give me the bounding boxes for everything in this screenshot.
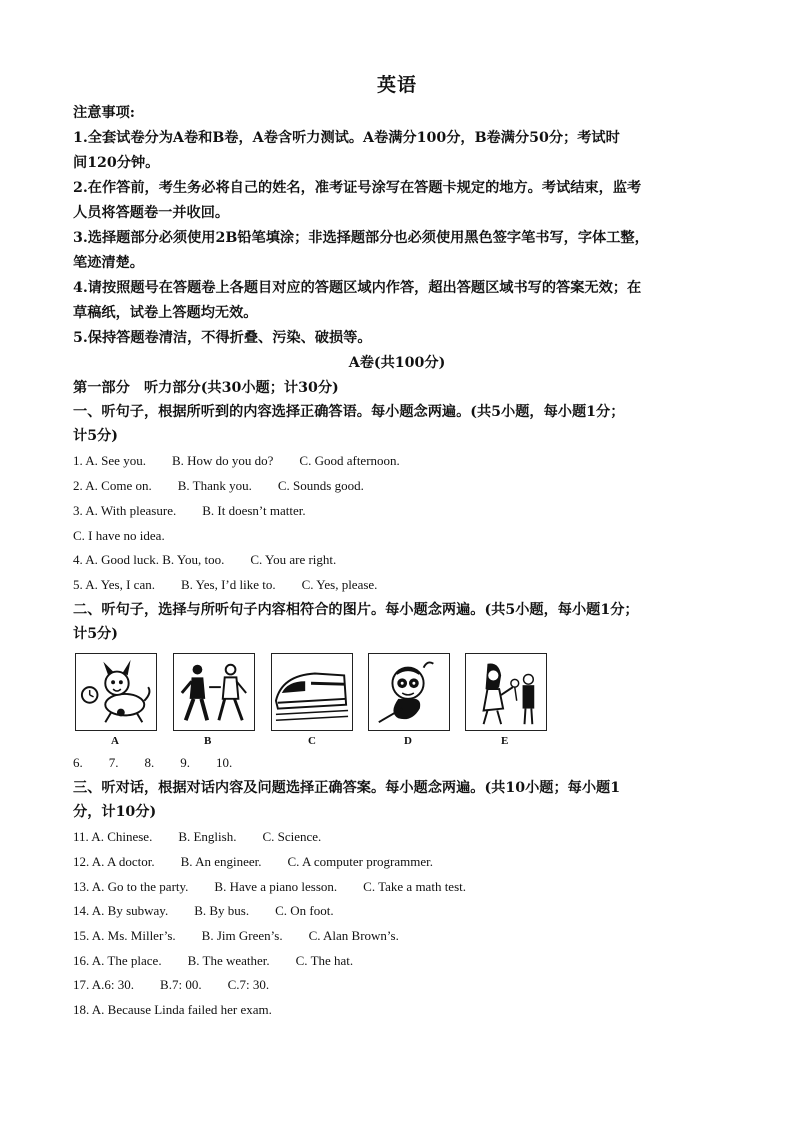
notice-line: 笔迹清楚。 [73, 255, 144, 271]
picture-label: D [404, 735, 412, 747]
notice-line: 间120分钟。 [73, 155, 160, 171]
question-line: 12. A. A doctor. B. An engineer. C. A computer programmer. [73, 854, 433, 869]
picture-d [368, 653, 450, 731]
dog-clock-icon [76, 654, 156, 730]
picture-label: C [308, 735, 316, 747]
question-line: 16. A. The place. B. The weather. C. The hat. [73, 953, 354, 968]
notice-heading: 注意事项: [73, 105, 135, 121]
question-line: 5. A. Yes, I can. B. Yes, I’d like to. C. Yes, please. [73, 577, 378, 592]
notice-line: 4.请按照题号在答题卷上各题目对应的答题区域内作答，超出答题区域书写的答案无效；在 [73, 280, 642, 296]
notice-line: 2.在作答前，考生务必将自己的姓名，准考证号涂写在答题卡规定的地方。考试结束，监考 [73, 180, 642, 196]
question-line: C. I have no idea. [73, 528, 165, 543]
picture-question-numbers: 6. 7. 8. 9. 10. [73, 755, 233, 770]
notice-line: 5.保持答题卷清洁，不得折叠、污染、破损等。 [73, 330, 372, 346]
picture-b [173, 653, 255, 731]
question-line: 3. A. With pleasure. B. It doesn’t matter. [73, 503, 306, 518]
question-line: 4. A. Good luck. B. You, too. C. You are right. [73, 552, 337, 567]
picture-label: A [111, 735, 119, 747]
notice-line: 草稿纸，试卷上答题均无效。 [73, 305, 258, 321]
q1-instruction: 计5分) [73, 428, 118, 444]
question-line: 13. A. Go to the party. B. Have a piano lesson. C. Take a math test. [73, 879, 466, 894]
notice-line: 3.选择题部分必须使用2B铅笔填涂；非选择题部分也必须使用黑色签字笔书写，字体工整， [73, 230, 649, 246]
q2-instruction: 二、听句子，选择与所听句子内容相符合的图片。每小题念两遍。(共5小题，每小题1分； [73, 602, 639, 618]
notice-line: 人员将答题卷一并收回。 [73, 205, 230, 221]
picture-label: E [501, 735, 509, 747]
question-line: 17. A.6: 30. B.7: 00. C.7: 30. [73, 977, 270, 992]
bullet-train-icon [272, 654, 352, 730]
question-line: 15. A. Ms. Miller’s. B. Jim Green’s. C. Alan Brown’s. [73, 928, 399, 943]
cartoon-monkey-icon [369, 654, 449, 730]
q3-instruction: 分，计10分) [73, 804, 157, 820]
question-line: 11. A. Chinese. B. English. C. Science. [73, 829, 322, 844]
girl-flower-icon [466, 654, 546, 730]
part1-heading: 第一部分 听力部分(共30小题；计30分) [73, 380, 339, 396]
page-title: 英语 [376, 74, 417, 96]
q1-instruction: 一、听句子，根据所听到的内容选择正确答语。每小题念两遍。(共5小题，每小题1分； [73, 404, 625, 420]
q2-instruction: 计5分) [73, 626, 118, 642]
picture-label: B [204, 735, 212, 747]
section-a-heading: A卷(共100分) [348, 355, 446, 371]
question-line: 1. A. See you. B. How do you do? C. Good afternoon. [73, 453, 400, 468]
q3-instruction: 三、听对话，根据对话内容及问题选择正确答案。每小题念两遍。(共10小题；每小题1 [73, 780, 621, 796]
people-walking-icon [174, 654, 254, 730]
question-line: 18. A. Because Linda failed her exam. [73, 1002, 272, 1017]
picture-a [75, 653, 157, 731]
notice-line: 1.全套试卷分为A卷和B卷，A卷含听力测试。A卷满分100分，B卷满分50分；考试时 [73, 130, 620, 146]
picture-c [271, 653, 353, 731]
picture-e [465, 653, 547, 731]
question-line: 14. A. By subway. B. By bus. C. On foot. [73, 903, 334, 918]
question-line: 2. A. Come on. B. Thank you. C. Sounds good. [73, 478, 364, 493]
